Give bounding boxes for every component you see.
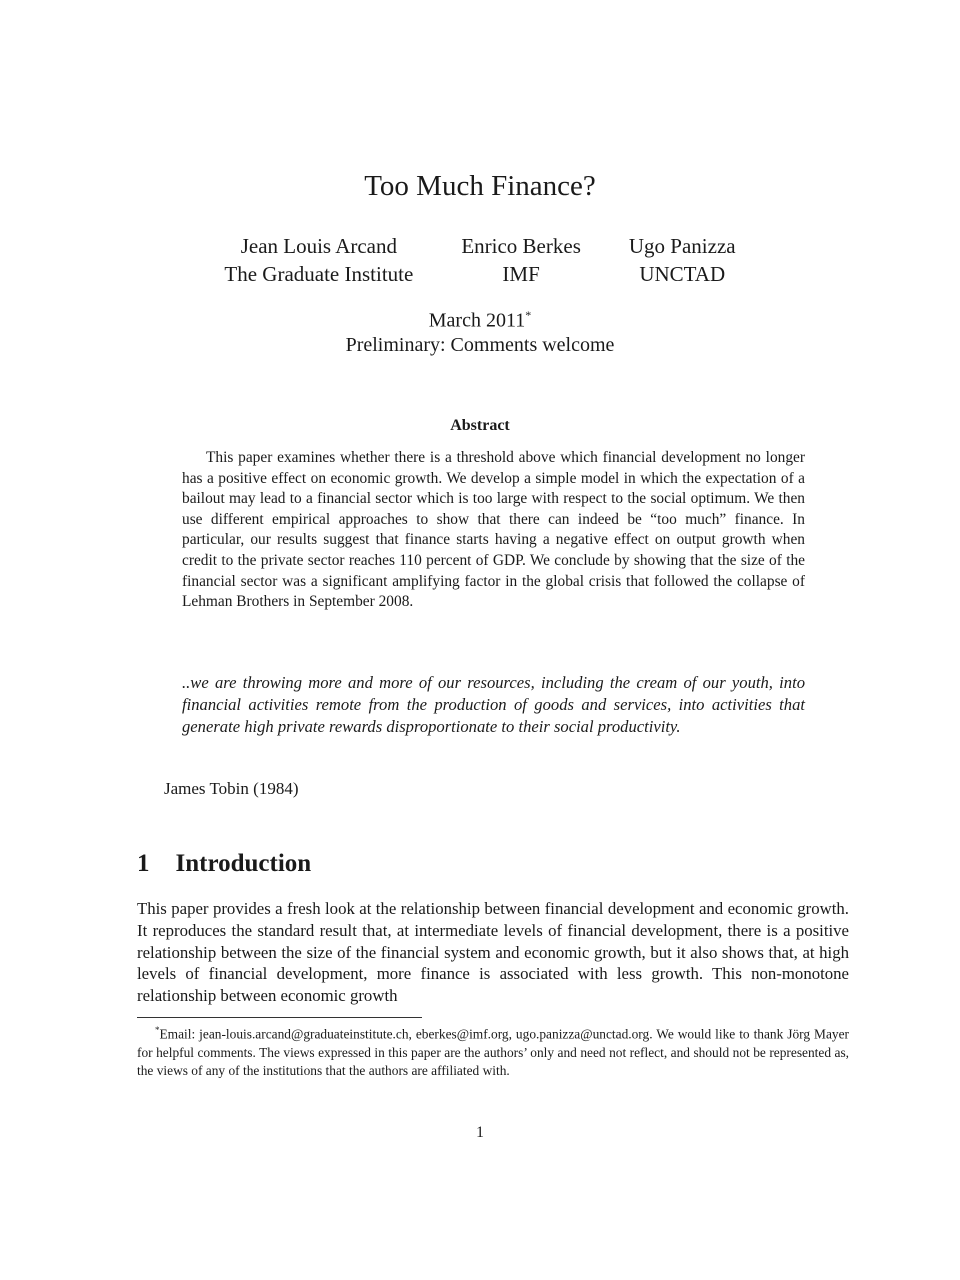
section-title: Introduction: [175, 850, 312, 877]
epigraph-attribution: James Tobin (1984): [164, 779, 299, 798]
paper-title: Too Much Finance?: [364, 170, 596, 202]
section-heading: [137, 850, 311, 878]
publication-date: March 2011: [428, 309, 526, 332]
footnote-divider: [137, 1017, 422, 1018]
abstract-heading: Abstract: [450, 417, 510, 434]
footnote: [137, 1021, 849, 1081]
paper-status: Preliminary: Comments welcome: [345, 333, 615, 356]
author-name: Ugo Panizza: [628, 234, 736, 258]
author-block: [461, 232, 581, 288]
author-block: [224, 232, 413, 288]
author-affiliation: UNCTAD: [639, 262, 726, 286]
page-number: 1: [476, 1124, 484, 1141]
epigraph-quote: ..we are throwing more and more of our resources, including the cream of our youth, into financial activities remote from the production of goods and services, into activities that generate high private rewards disproportionate to their social productivity.: [182, 673, 805, 736]
author-affiliation: The Graduate Institute: [224, 262, 414, 286]
author-name: Enrico Berkes: [461, 234, 581, 258]
section-number: 1: [137, 850, 150, 877]
date-block: [0, 303, 960, 357]
introduction-text: This paper provides a fresh look at the relationship between financial development and economic growth. It reproduces the standard result that, at intermediate levels of financial development, there is a positive relationship between the size of the financial system and economic growth, but it also shows that, at high levels of financial development, more finance is associated with less growth. This non-monotone relationship between economic growth: [137, 899, 849, 1006]
footnote-marker: *: [155, 1025, 160, 1035]
footnote-marker: *: [525, 308, 532, 322]
author-block: [629, 232, 736, 288]
footnote-text: Email: jean-louis.arcand@graduateinstitute.ch, eberkes@imf.org, ugo.panizza@unctad.org. We would like to thank Jörg Mayer for helpful comments. The views expressed in this paper are the authors’ only and need not reflect, and should not be represented as, the views of any of the institutions that the authors are affiliated with.: [137, 1026, 849, 1079]
abstract-text: This paper examines whether there is a threshold above which financial development no longer has a positive effect on economic growth. We develop a simple model in which the expectation of a bailout may lead to a financial sector which is too large with respect to the social optimum. We then use different empirical approaches to show that there can indeed be “too much” finance. In particular, our results suggest that finance starts having a negative effect on output growth when credit to the private sector reaches 110 percent of GDP. We conclude by showing that the size of the financial sector was a significant amplifying factor in the global crisis that followed the collapse of Lehman Brothers in September 2008.: [182, 449, 805, 611]
publication-date-line: [0, 303, 960, 333]
author-list: [0, 232, 960, 288]
author-affiliation: IMF: [502, 262, 540, 286]
author-name: Jean Louis Arcand: [240, 234, 397, 258]
